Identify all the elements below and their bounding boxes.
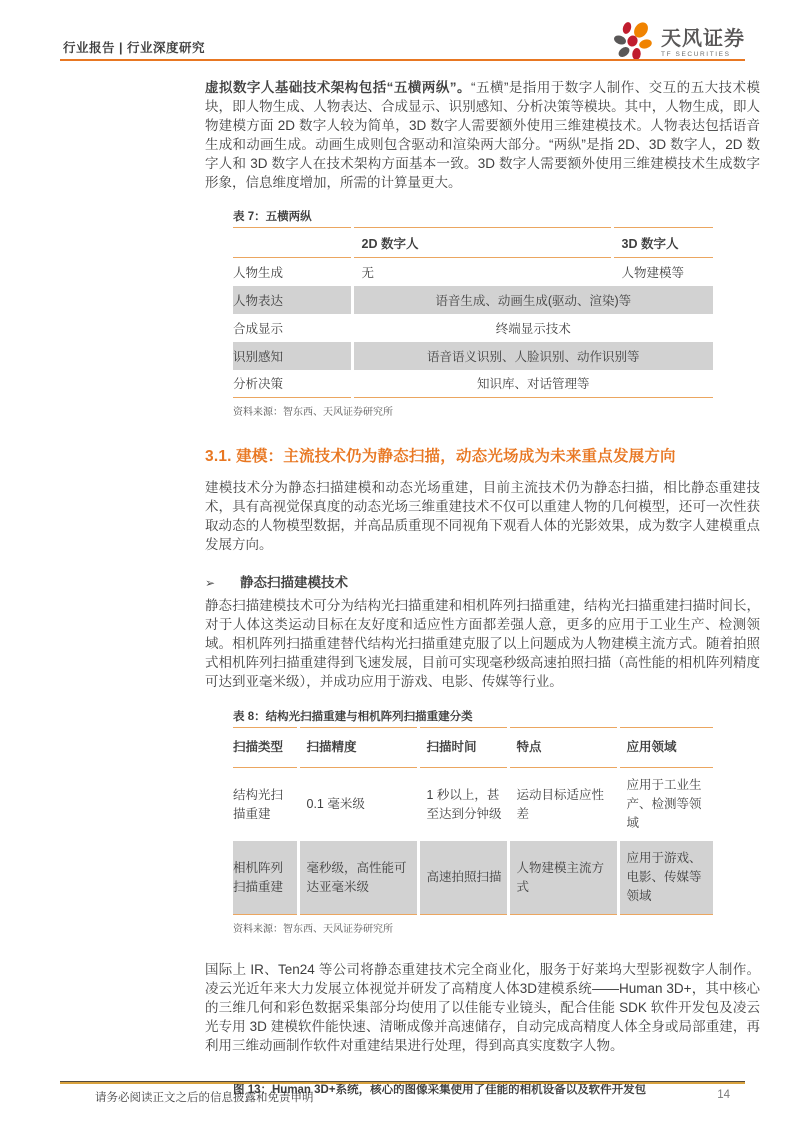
table-cell: 语音语义识别、人脸识别、动作识别等 — [352, 342, 713, 370]
intro-paragraph — [205, 78, 760, 192]
table-row — [233, 286, 713, 314]
table-cell: 高速拍照扫描 — [418, 841, 508, 915]
table-row — [233, 342, 713, 370]
table-cell: 0.1 毫米级 — [298, 768, 418, 842]
table7-header-empty — [233, 228, 352, 258]
table-cell: 毫秒级，高性能可达亚毫米级 — [298, 841, 418, 915]
bullet-item — [205, 571, 760, 591]
intro-paragraph-lead: 虚拟数字人基础技术架构包括“五横两纵”。 — [205, 80, 472, 95]
closing-paragraph: 国际上 IR、Ten24 等公司将静态重建技术完全商业化，服务于好莱坞大型影视数字人制作。凌云光近年来大力发展立体视觉并研发了高精度人体3D建模系统——Human 3D+，其中核心的三维几何和彩色数据采集部分均使用了以佳能专业镜头，配合佳能 SDK 软件开发包及凌云光专用 3D 建模软件能快速、清晰成像并高速储存，自动完成高精度人体全身或局部重建，再利用三维动画制作软件对重建结果进行处理，得到高真实度数字人物。 — [205, 962, 760, 1053]
table8-header: 扫描时间 — [418, 728, 508, 768]
table-row — [233, 841, 713, 915]
figure13-caption: 图 13：Human 3D+系统，核心的图像采集使用了佳能的相机设备以及软件开发包 — [233, 1084, 647, 1096]
scan-tech-paragraph: 静态扫描建模技术可分为结构光扫描重建和相机阵列扫描重建，结构光扫描重建扫描时间长，对于人体这类运动目标在友好度和适应性方面都差强人意，更多的应用于工业生产、检测领域。相机阵列扫描重建替代结构光扫描重建克服了以上问题成为人物建模主流方式。随着拍照式相机阵列扫描重建得到飞速发展，目前可实现毫秒级高速拍照扫描（高性能的相机阵列精度可达到亚毫米级），并成功应用于游戏、电影、传媒等行业。 — [205, 598, 760, 689]
footer-disclaimer: 请务必阅读正文之后的信息披露和免责申明 — [95, 1092, 314, 1104]
table-cell: 知识库、对话管理等 — [352, 370, 713, 398]
table-cell: 人物建模主流方式 — [508, 841, 618, 915]
table7-header-3d: 3D 数字人 — [612, 228, 713, 258]
table8-header-row — [233, 728, 713, 768]
table7-title: 表 7：五横两纵 — [233, 211, 312, 223]
table8-header: 扫描精度 — [298, 728, 418, 768]
table-cell: 人物表达 — [233, 293, 284, 308]
table-cell: 1 秒以上，甚至达到分钟级 — [418, 768, 508, 842]
table-cell: 应用于工业生产、检测等领域 — [618, 768, 713, 842]
page-number: 14 — [717, 1089, 730, 1101]
table-row — [233, 370, 713, 398]
table-cell: 终端显示技术 — [352, 314, 713, 342]
table8 — [233, 727, 713, 915]
table8-block — [233, 708, 713, 935]
table7-header-row — [233, 228, 713, 258]
table-cell: 运动目标适应性差 — [508, 768, 618, 842]
table-cell: 相机阵列扫描重建 — [233, 860, 284, 894]
table-row — [233, 768, 713, 842]
table-cell: 人物建模等 — [612, 258, 713, 286]
table8-header: 应用领域 — [618, 728, 713, 768]
brand-subtitle: TF SECURITIES — [661, 50, 731, 58]
table8-header: 特点 — [508, 728, 618, 768]
table8-title: 表 8：结构光扫描重建与相机阵列扫描重建分类 — [233, 711, 473, 723]
brand-name: 天风证券 — [661, 27, 745, 50]
intro-paragraph-rest: “五横”是指用于数字人制作、交互的五大技术模块，即人物生成、人物表达、合成显示、识别感知、分析决策等模块。其中，人物生成，即人物建模方面 2D 数字人较为简单，3D 数字人需要额外使用三维建模技术。人物表达包括语音生成和动画生成。动画生成则包含驱动和渲染两大部分。“两纵”是指 2D、3D 数字人，2D 数字人和 3D 数字人在技术架构方面基本一致。3D 数字人需要额外使用三维建模技术生成数字形象，信息维度增加，所需的计算量更大。 — [205, 80, 760, 190]
footer-divider — [60, 1081, 745, 1084]
section-paragraph: 建模技术分为静态扫描建模和动态光场重建，目前主流技术仍为静态扫描，相比静态重建技术，具有高视觉保真度的动态光场三维重建技术不仅可以重建人物的几何模型，还可一次性获取动态的人物模型数据，并高品质重现不同视角下观看人体的光影效果，成为数字人建模重点发展方向。 — [205, 480, 760, 552]
report-body — [205, 0, 760, 1097]
table-cell: 结构光扫描重建 — [233, 787, 284, 821]
table-cell: 分析决策 — [233, 377, 284, 392]
table-cell: 合成显示 — [233, 321, 284, 336]
section-heading-3-1: 3.1. 建模：主流技术仍为静态扫描，动态光场成为未来重点发展方向 — [205, 448, 676, 465]
table7-block — [233, 208, 713, 418]
report-category-label: 行业报告 | 行业深度研究 — [63, 41, 205, 55]
table-cell: 应用于游戏、电影、传媒等领域 — [618, 841, 713, 915]
table-cell: 无 — [352, 258, 612, 286]
arrow-bullet-icon: ➢ — [205, 576, 216, 590]
table-row — [233, 258, 713, 286]
table-cell: 语音生成、动画生成(驱动、渲染)等 — [352, 286, 713, 314]
table-cell: 人物生成 — [233, 265, 284, 280]
table8-source: 资料来源：智东西、天风证券研究所 — [233, 924, 393, 935]
table8-header: 扫描类型 — [233, 740, 284, 754]
table7 — [233, 227, 713, 398]
table-cell: 识别感知 — [233, 349, 284, 364]
table-row — [233, 314, 713, 342]
table7-header-2d: 2D 数字人 — [352, 228, 612, 258]
table7-source: 资料来源：智东西、天风证券研究所 — [233, 407, 393, 418]
bullet-label: 静态扫描建模技术 — [240, 575, 348, 590]
